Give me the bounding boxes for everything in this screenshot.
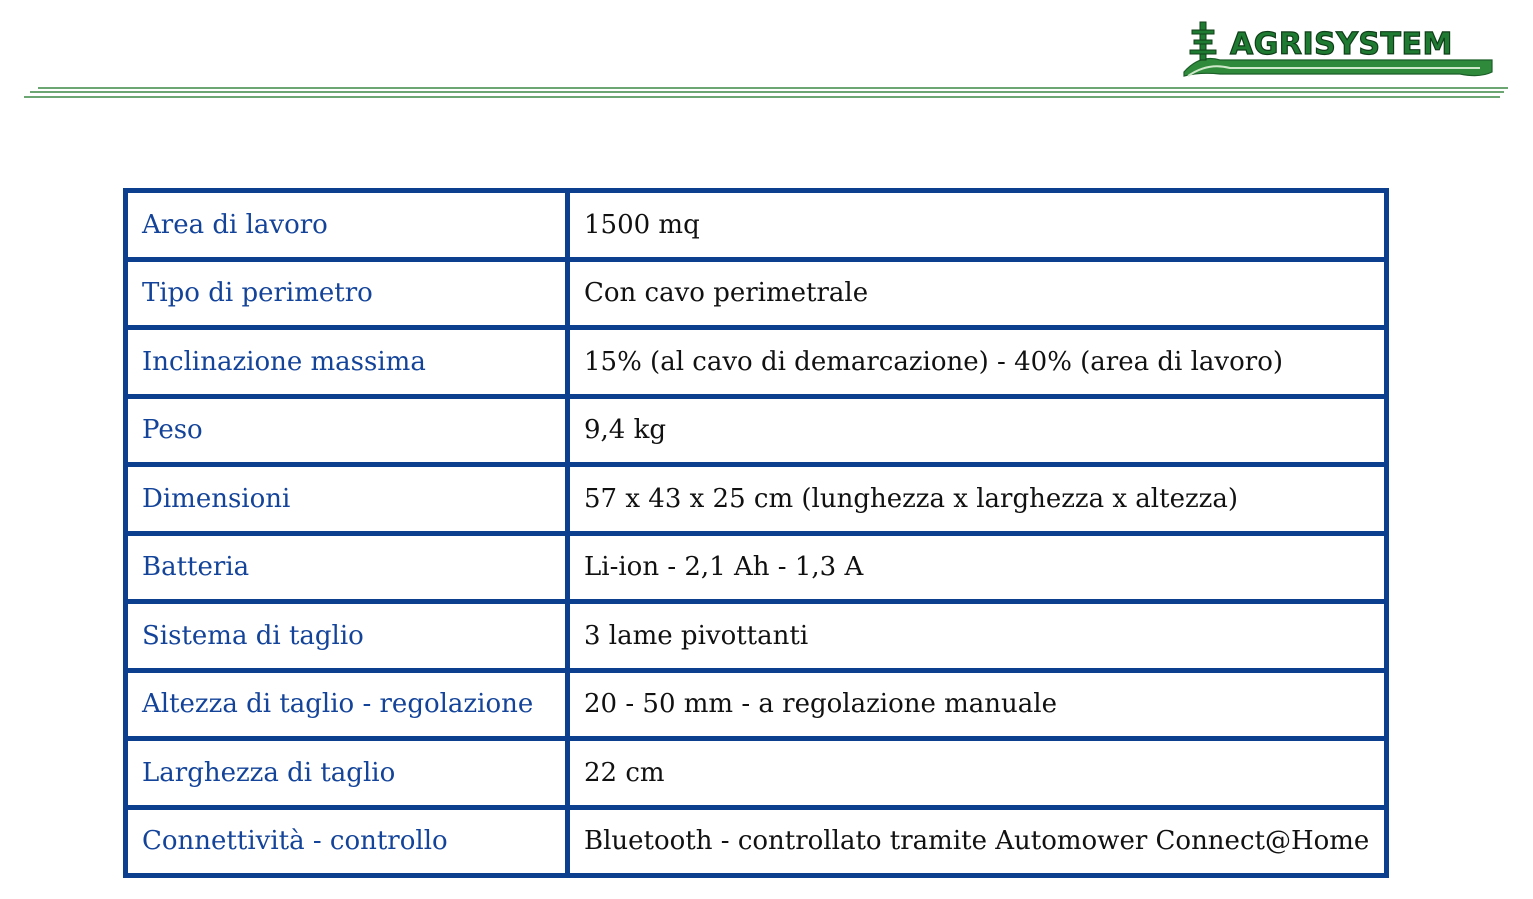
table-row [126, 396, 1387, 465]
spec-value: 22 cm [568, 739, 1387, 808]
spec-value: 57 x 43 x 25 cm (lunghezza x larghezza x altezza) [568, 465, 1387, 534]
spec-value: Con cavo perimetrale [568, 259, 1387, 328]
spec-value: 9,4 kg [568, 396, 1387, 465]
spec-label: Dimensioni [126, 465, 568, 534]
spec-label: Tipo di perimetro [126, 259, 568, 328]
tree-icon [1190, 22, 1216, 60]
spec-value: 15% (al cavo di demarcazione) - 40% (area di lavoro) [568, 328, 1387, 397]
header-divider-lines [24, 86, 1508, 102]
spec-label: Altezza di taglio - regolazione [126, 670, 568, 739]
spec-label: Batteria [126, 533, 568, 602]
spec-label: Area di lavoro [126, 191, 568, 260]
spec-label: Inclinazione massima [126, 328, 568, 397]
spec-value: 1500 mq [568, 191, 1387, 260]
table-row [126, 191, 1387, 260]
logo-text: AGRISYSTEM [1230, 27, 1453, 62]
table-row [126, 259, 1387, 328]
spec-label: Connettività - controllo [126, 807, 568, 876]
table-row [126, 602, 1387, 671]
table-row [126, 465, 1387, 534]
spec-value: Li-ion - 2,1 Ah - 1,3 A [568, 533, 1387, 602]
spec-value: 3 lame pivottanti [568, 602, 1387, 671]
spec-value: Bluetooth - controllato tramite Automower Connect@Home [568, 807, 1387, 876]
spec-label: Larghezza di taglio [126, 739, 568, 808]
spec-table [123, 188, 1389, 878]
table-row [126, 670, 1387, 739]
table-row [126, 739, 1387, 808]
agrisystem-logo [1180, 16, 1500, 82]
spec-label: Peso [126, 396, 568, 465]
table-row [126, 533, 1387, 602]
spec-value: 20 - 50 mm - a regolazione manuale [568, 670, 1387, 739]
spec-label: Sistema di taglio [126, 602, 568, 671]
table-row [126, 328, 1387, 397]
spec-table-body [126, 191, 1387, 876]
table-row [126, 807, 1387, 876]
